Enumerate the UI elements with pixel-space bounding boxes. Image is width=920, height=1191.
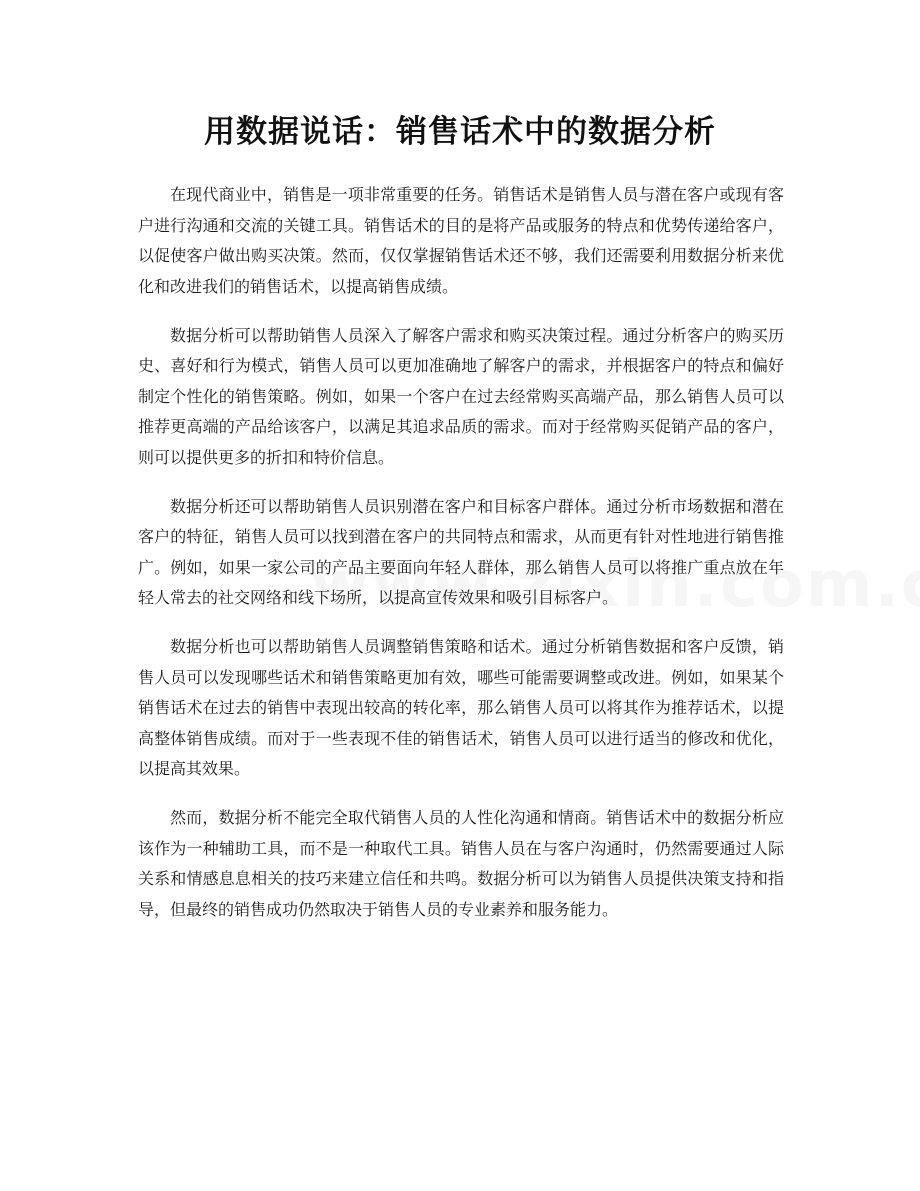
document-title: 用数据说话：销售话术中的数据分析 xyxy=(204,114,716,150)
paragraph-5: 然而，数据分析不能完全取代销售人员的人性化沟通和情商。销售话术中的数据分析应该作为一种辅助工具，而不是一种取代工具。销售人员在与客户沟通时，仍然需要通过人际关系和情感息息相关的技巧来建立信任和共鸣。数据分析可以为销售人员提供决策支持和指导，但最终的销售成功仍然取决于销售人员的专业素养和服务能力。 xyxy=(138,808,784,919)
paragraph-3: 数据分析还可以帮助销售人员识别潜在客户和目标客户群体。通过分析市场数据和潜在客户的特征，销售人员可以找到潜在客户的共同特点和需求，从而更有针对性地进行销售推广。例如，如果一家公司的产品主要面向年轻人群体，那么销售人员可以将推广重点放在年轻人常去的社交网络和线下场所，以提高宣传效果和吸引目标客户。 xyxy=(138,496,784,607)
paragraph-1: 在现代商业中，销售是一项非常重要的任务。销售话术是销售人员与潜在客户或现有客户进行沟通和交流的关键工具。销售话术的目的是将产品或服务的特点和优势传递给客户，以促使客户做出购买决策。然而，仅仅掌握销售话术还不够，我们还需要利用数据分析来优化和改进我们的销售话术，以提高销售成绩。 xyxy=(138,185,784,296)
paragraph-4: 数据分析也可以帮助销售人员调整销售策略和话术。通过分析销售数据和客户反馈，销售人员可以发现哪些话术和销售策略更加有效，哪些可能需要调整或改进。例如，如果某个销售话术在过去的销售中表现出较高的转化率，那么销售人员可以将其作为推荐话术，以提高整体销售成绩。而对于一些表现不佳的销售话术，销售人员可以进行适当的修改和优化，以提高其效果。 xyxy=(138,637,784,778)
document-body xyxy=(138,180,784,944)
paragraph-2: 数据分析可以帮助销售人员深入了解客户需求和购买决策过程。通过分析客户的购买历史、喜好和行为模式，销售人员可以更加准确地了解客户的需求，并根据客户的特点和偏好制定个性化的销售策略。例如，如果一个客户在过去经常购买高端产品，那么销售人员可以推荐更高端的产品给该客户，以满足其追求品质的需求。而对于经常购买促销产品的客户，则可以提供更多的折扣和特价信息。 xyxy=(138,325,784,467)
